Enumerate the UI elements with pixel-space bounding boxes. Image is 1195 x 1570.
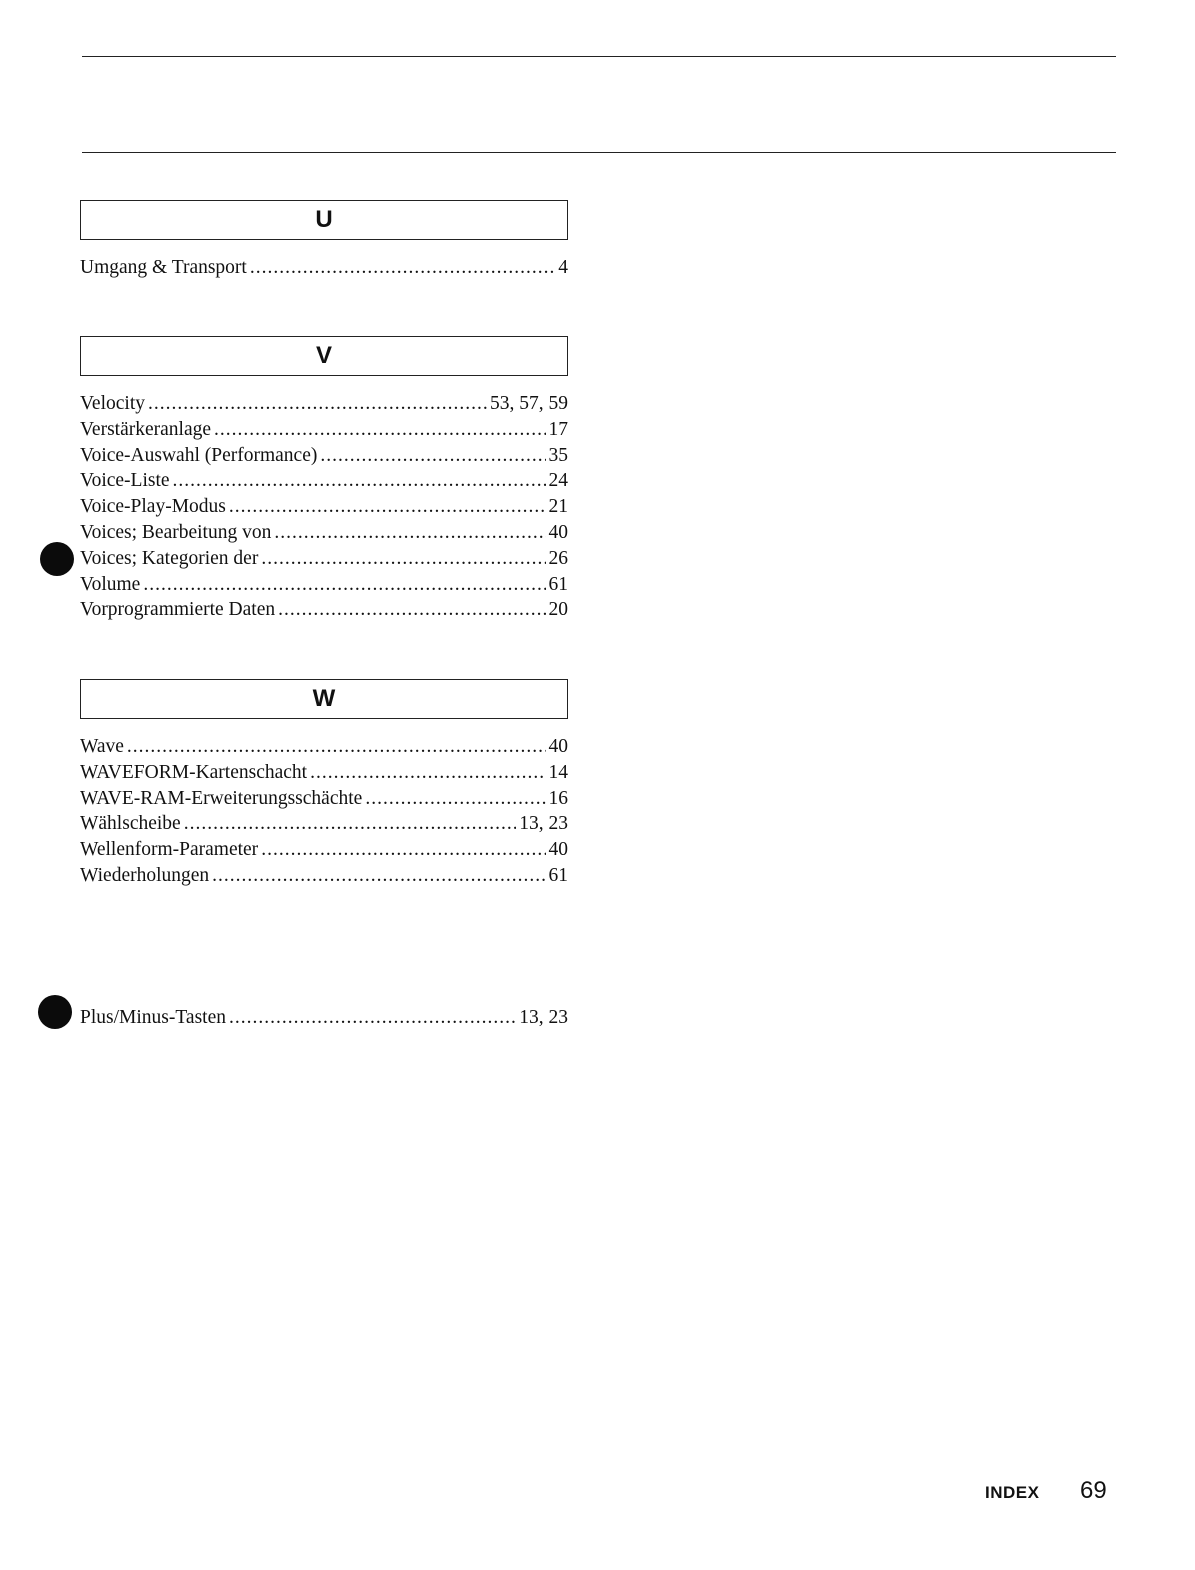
entry-term: Verstärkeranlage <box>80 418 212 440</box>
dot-leader <box>212 863 545 889</box>
top-rule <box>82 56 1116 57</box>
index-entry <box>80 1005 568 1031</box>
entry-term: Plus/Minus-Tasten <box>80 1007 226 1028</box>
entry-term: WAVEFORM-Kartenschacht <box>80 761 308 783</box>
entry-pages: 40 <box>548 839 568 861</box>
entry-pages: 20 <box>548 599 568 621</box>
entry-pages: 35 <box>548 444 568 466</box>
index-entry <box>80 837 568 863</box>
entry-pages: 21 <box>548 496 568 518</box>
index-entry <box>80 520 568 546</box>
index-entry <box>80 391 568 417</box>
entry-term: Wave <box>80 736 124 757</box>
entry-term: Voices; Bearbeitung von <box>80 521 272 543</box>
dot-leader <box>143 572 545 598</box>
entry-term: Vorprogrammierte Daten <box>80 599 276 621</box>
dot-leader <box>229 1005 516 1031</box>
entry-pages: 14 <box>548 761 568 783</box>
entry-term: Wählscheibe <box>80 813 181 835</box>
entry-term: Voices; Kategorien der <box>80 547 259 569</box>
binder-hole-mark <box>38 995 72 1029</box>
index-section-extra <box>80 1005 568 1031</box>
index-section-w <box>80 679 568 889</box>
index-section-u <box>80 200 568 281</box>
entry-pages: 24 <box>548 470 568 492</box>
dot-leader <box>365 786 545 812</box>
index-entry <box>80 863 568 889</box>
entry-pages: 26 <box>548 547 568 569</box>
section-letter-u: U <box>80 200 568 240</box>
entry-pages: 17 <box>548 418 568 440</box>
dot-leader <box>250 255 555 281</box>
entry-term: Volume <box>80 573 141 595</box>
entry-term: Voice-Liste <box>80 470 170 492</box>
entry-pages: 4 <box>558 257 568 278</box>
entry-pages: 61 <box>548 573 568 595</box>
entry-term: Velocity <box>80 393 145 414</box>
dot-leader <box>173 468 546 494</box>
section-letter-w: W <box>80 679 568 719</box>
entry-pages: 13, 23 <box>519 813 568 835</box>
index-entry <box>80 255 568 281</box>
footer-section-label: INDEX <box>985 1483 1040 1502</box>
page-number: 69 <box>1080 1477 1107 1504</box>
binder-hole-mark <box>40 542 74 576</box>
entry-term: Wellenform-Parameter <box>80 839 259 861</box>
index-section-v <box>80 336 568 623</box>
dot-leader <box>261 546 545 572</box>
entry-pages: 40 <box>548 736 568 757</box>
dot-leader <box>278 597 545 623</box>
index-entry <box>80 443 568 469</box>
dot-leader <box>310 760 545 786</box>
entry-pages: 61 <box>548 864 568 886</box>
index-entry <box>80 786 568 812</box>
entry-pages: 40 <box>548 521 568 543</box>
header-rule <box>82 152 1116 153</box>
index-entry <box>80 572 568 598</box>
entry-pages: 53, 57, 59 <box>490 393 568 414</box>
entry-pages: 13, 23 <box>519 1007 568 1028</box>
index-entry <box>80 760 568 786</box>
entry-term: Voice-Auswahl (Performance) <box>80 444 318 466</box>
dot-leader <box>214 417 545 443</box>
entry-term: Umgang & Transport <box>80 257 247 278</box>
entry-pages: 16 <box>548 787 568 809</box>
dot-leader <box>148 391 487 417</box>
index-entry <box>80 468 568 494</box>
entry-term: WAVE-RAM-Erweiterungsschächte <box>80 787 363 809</box>
dot-leader <box>229 494 546 520</box>
index-entry <box>80 494 568 520</box>
dot-leader <box>127 734 546 760</box>
dot-leader <box>274 520 545 546</box>
index-entry <box>80 734 568 760</box>
dot-leader <box>261 837 545 863</box>
dot-leader <box>184 811 517 837</box>
entry-term: Wiederholungen <box>80 864 210 886</box>
index-entry <box>80 597 568 623</box>
index-entry <box>80 811 568 837</box>
section-letter-v: V <box>80 336 568 376</box>
index-entry <box>80 546 568 572</box>
dot-leader <box>320 443 545 469</box>
entry-term: Voice-Play-Modus <box>80 496 226 518</box>
index-entry <box>80 417 568 443</box>
